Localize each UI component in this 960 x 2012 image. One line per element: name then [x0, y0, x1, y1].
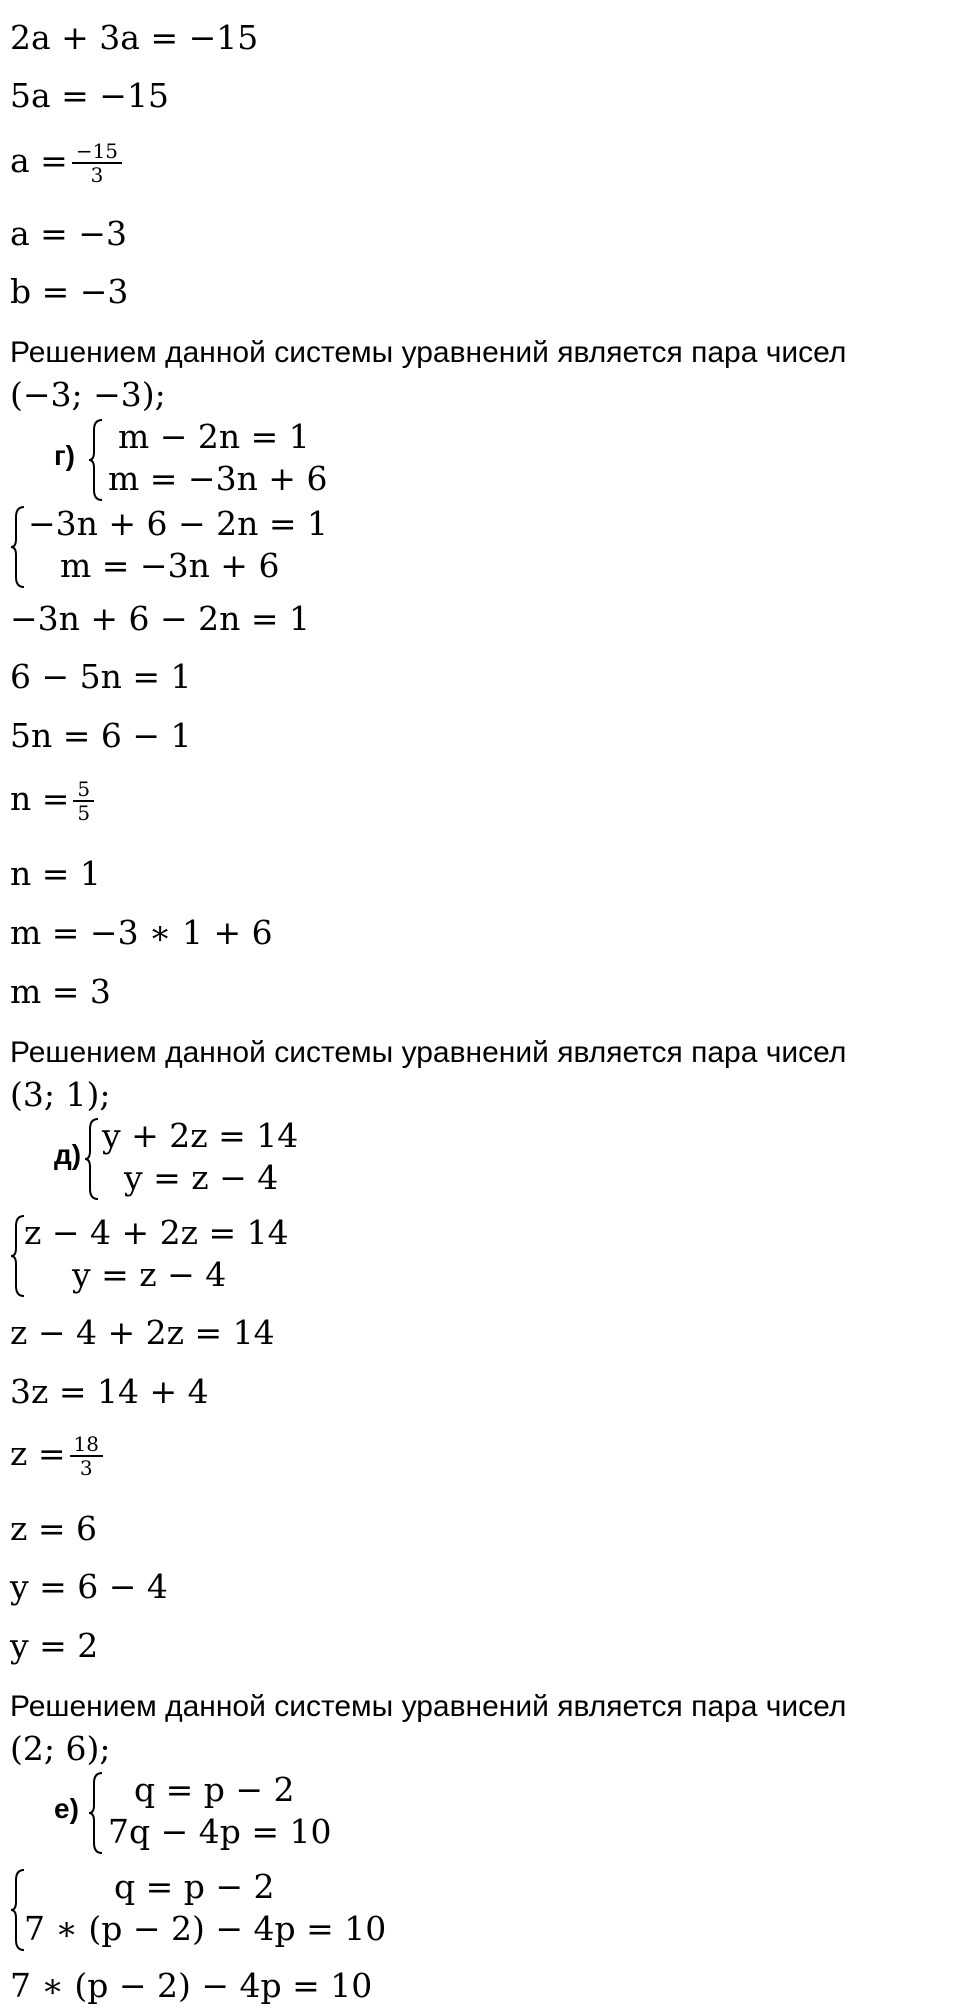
answer-text: Решением данной системы уравнений является пара чисел [10, 1690, 847, 1723]
fraction [72, 140, 122, 186]
equation-line: 7 ∗ (p − 2) − 4p = 10 [10, 1966, 373, 2005]
answer-pair: (2; 6); [10, 1729, 111, 1768]
equation-line: b = −3 [10, 272, 129, 311]
system-equation: y = z − 4 [124, 1158, 279, 1197]
fraction-denominator: 3 [90, 163, 104, 187]
left-brace-icon [10, 505, 26, 589]
answer-pair: (3; 1); [10, 1075, 111, 1114]
fraction-denominator: 5 [77, 801, 91, 825]
fraction-equation [10, 778, 94, 824]
answer-text: Решением данной системы уравнений является пара чисел [10, 336, 847, 369]
system-equation: m = −3n + 6 [108, 459, 328, 498]
left-brace-icon [88, 1771, 104, 1855]
item-label: г) [54, 440, 75, 471]
system-e [44, 1771, 364, 1857]
system-equation: 7 ∗ (p − 2) − 4p = 10 [24, 1909, 387, 1948]
system-e-substituted [10, 1868, 390, 1954]
system-equation: −3n + 6 − 2n = 1 [28, 504, 329, 543]
fraction-equation [10, 140, 122, 186]
fraction [70, 1433, 103, 1479]
equation-line: z = 6 [10, 1509, 98, 1548]
fraction-lhs: n = [10, 779, 70, 818]
answer-text: Решением данной системы уравнений является пара чисел [10, 1036, 847, 1069]
system-d-substituted [10, 1214, 330, 1300]
equation-line: 5n = 6 − 1 [10, 716, 192, 755]
fraction-equation [10, 1433, 103, 1479]
equation-line: y = 6 − 4 [10, 1567, 168, 1606]
system-g [44, 418, 364, 504]
fraction-lhs: z = [10, 1434, 66, 1473]
equation-line: 2a + 3a = −15 [10, 18, 259, 57]
system-equation: y = z − 4 [72, 1255, 227, 1294]
equation-line: 5a = −15 [10, 76, 169, 115]
system-equation: 7q − 4p = 10 [108, 1812, 332, 1851]
system-equation: m − 2n = 1 [118, 417, 310, 456]
equation-line: y = 2 [10, 1626, 99, 1665]
system-equation: q = p − 2 [134, 1770, 295, 1809]
item-label: д) [54, 1139, 82, 1170]
equation-line: z − 4 + 2z = 14 [10, 1313, 275, 1352]
left-brace-icon [84, 1117, 100, 1201]
equation-line: 3z = 14 + 4 [10, 1372, 209, 1411]
left-brace-icon [88, 418, 104, 502]
system-equation: m = −3n + 6 [60, 546, 280, 585]
equation-line: 6 − 5n = 1 [10, 657, 192, 696]
system-g-substituted [10, 505, 330, 591]
system-d [44, 1117, 364, 1203]
fraction [73, 778, 94, 824]
fraction-numerator: −15 [72, 140, 122, 164]
fraction-numerator: 18 [70, 1433, 103, 1457]
equation-line: m = 3 [10, 972, 111, 1011]
item-label: е) [54, 1793, 79, 1824]
fraction-denominator: 3 [79, 1456, 93, 1480]
system-equation: z − 4 + 2z = 14 [24, 1213, 289, 1252]
equation-line: −3n + 6 − 2n = 1 [10, 599, 311, 638]
equation-line: m = −3 ∗ 1 + 6 [10, 913, 273, 952]
equation-line: n = 1 [10, 854, 101, 893]
answer-pair: (−3; −3); [10, 375, 166, 414]
system-equation: y + 2z = 14 [102, 1116, 299, 1155]
fraction-numerator: 5 [73, 778, 94, 802]
fraction-lhs: a = [10, 141, 68, 180]
equation-line: a = −3 [10, 214, 127, 253]
system-equation: q = p − 2 [114, 1867, 275, 1906]
